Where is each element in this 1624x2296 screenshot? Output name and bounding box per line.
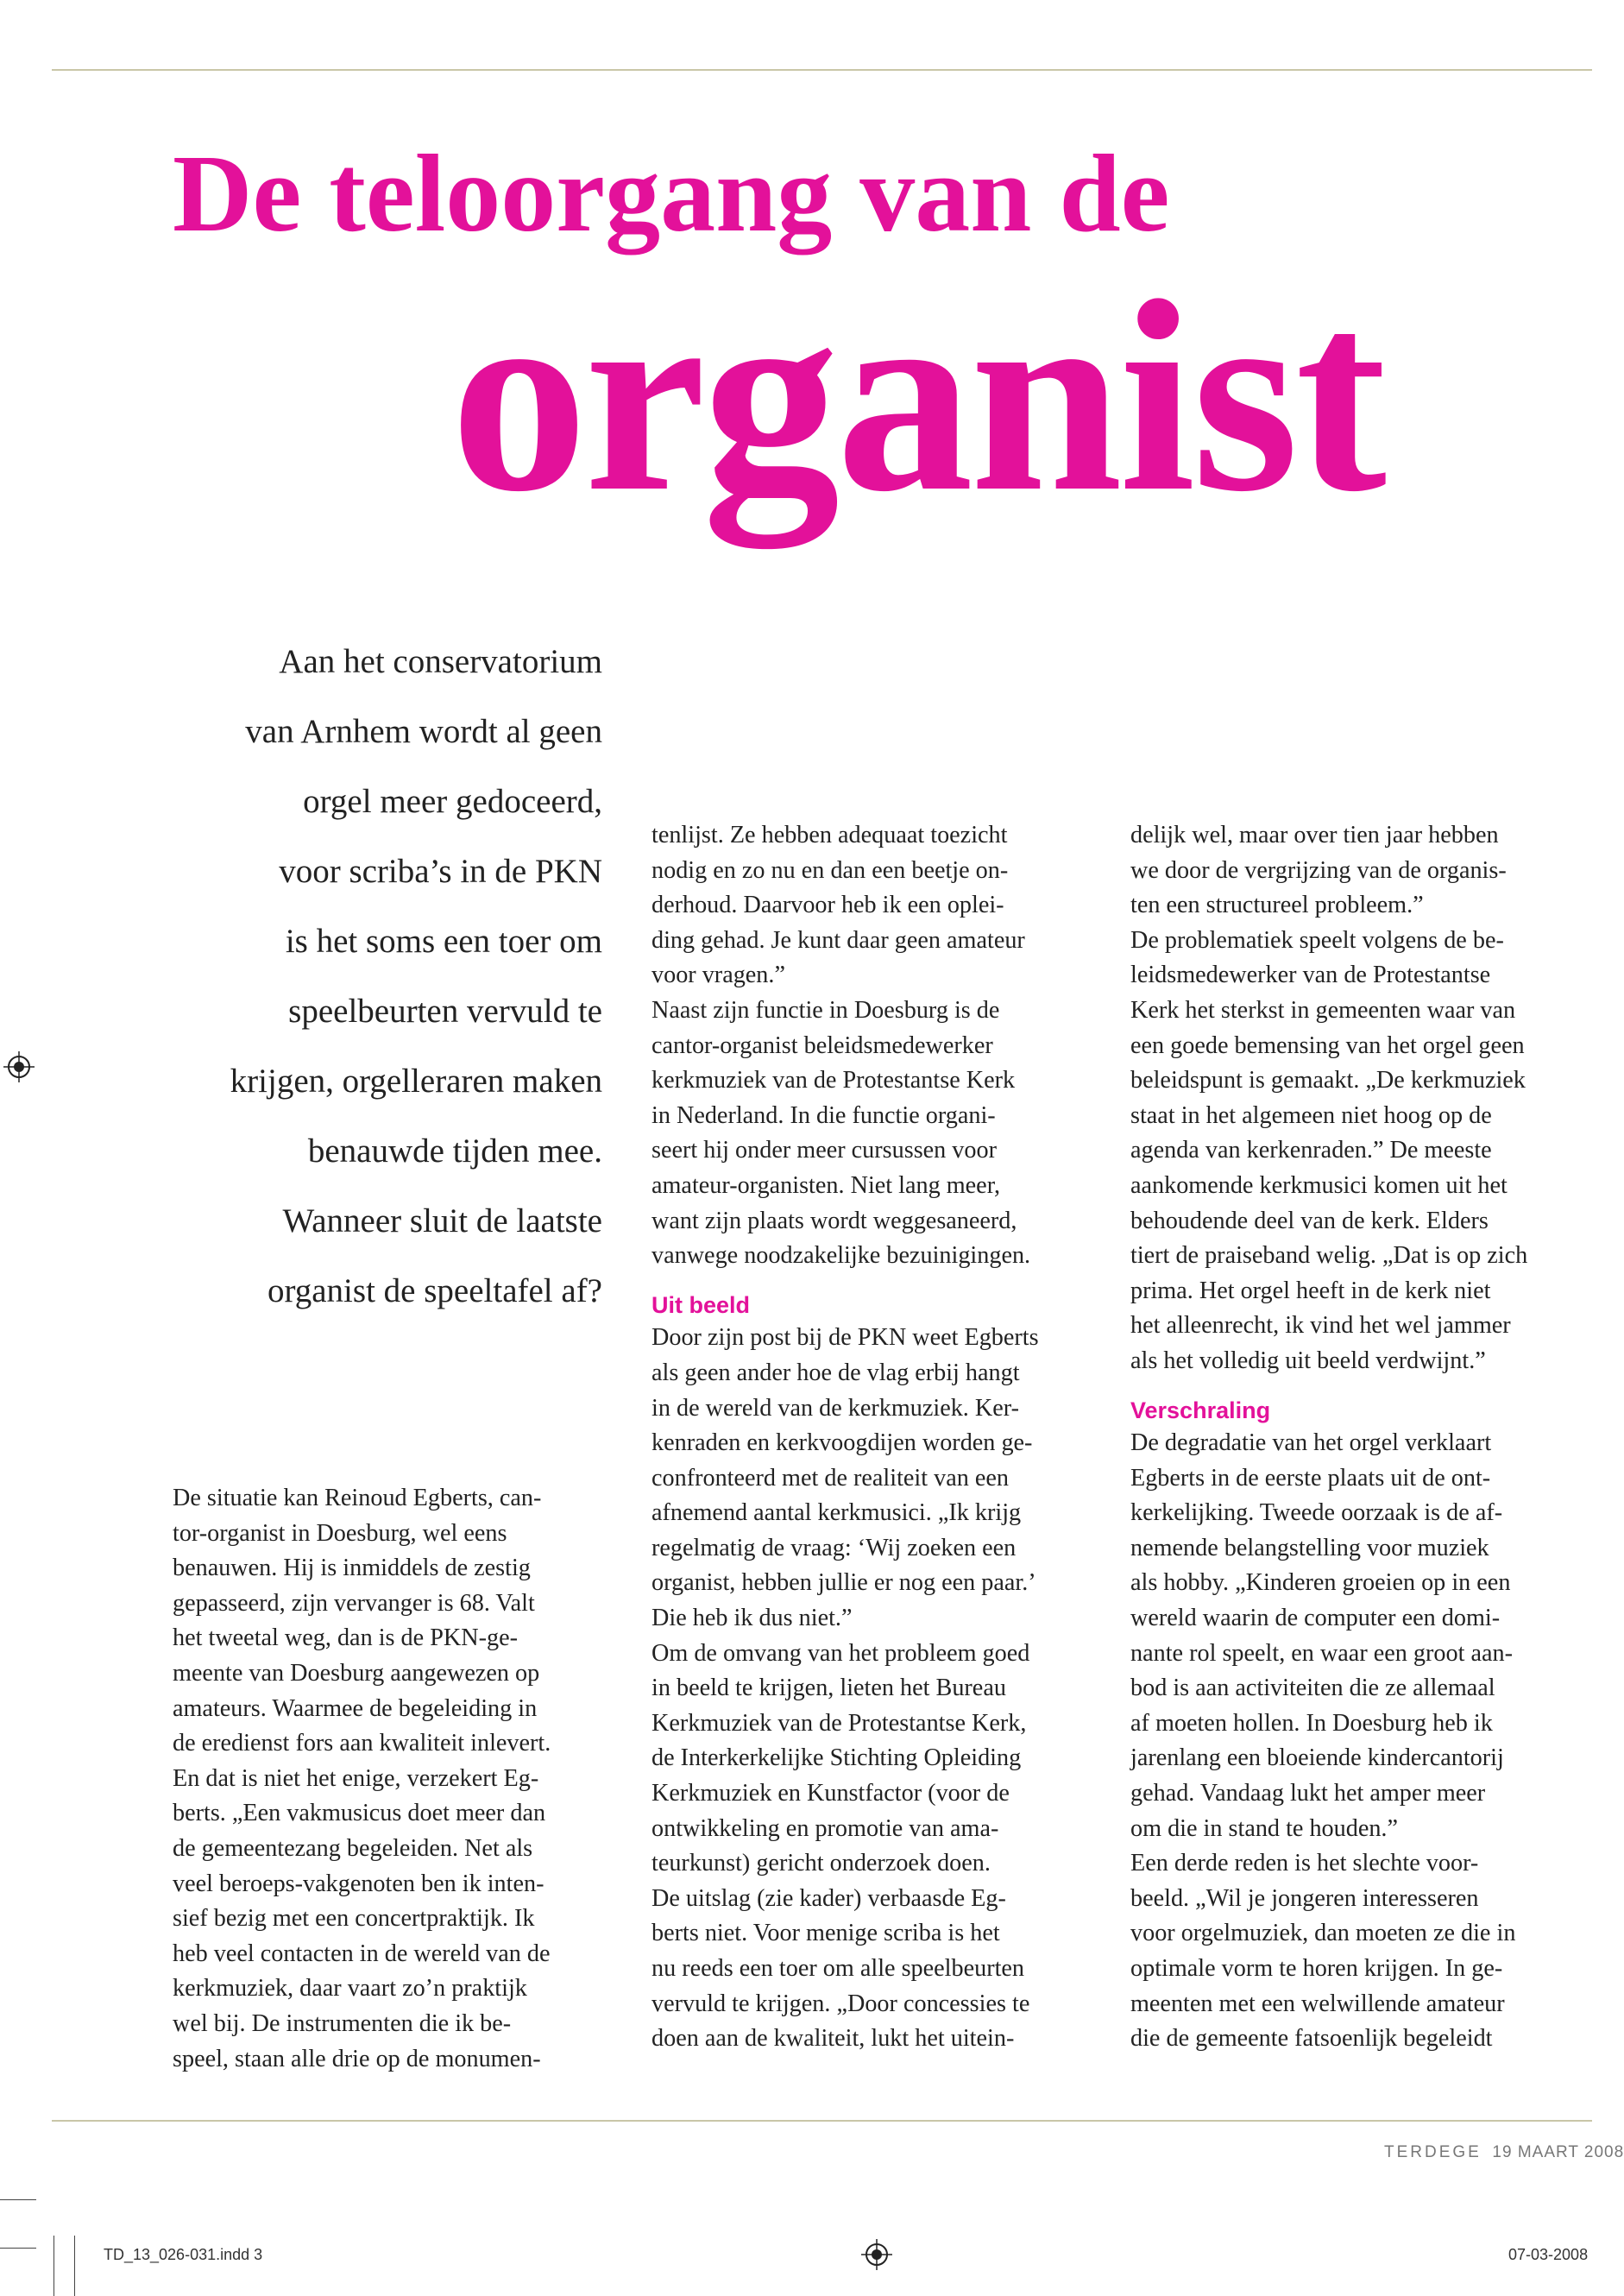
- body-line: agenda van kerkenraden.” De meeste: [1130, 1137, 1492, 1164]
- body-line: meente van Doesburg aangewezen op: [173, 1659, 540, 1687]
- body-line: Een derde reden is het slechte voor-: [1130, 1850, 1479, 1877]
- body-line: in Nederland. In die functie organi-: [651, 1101, 996, 1129]
- body-line: af moeten hollen. In Doesburg heb ik: [1130, 1709, 1493, 1737]
- body-line: benauwen. Hij is inmiddels de zestig: [173, 1555, 531, 1582]
- body-line: nodig en zo nu en dan een beetje on-: [651, 856, 1009, 884]
- body-line: Door zijn post bij de PKN weet Egberts: [651, 1324, 1039, 1352]
- top-rule: [52, 69, 1592, 71]
- column-2: [651, 818, 1100, 2057]
- body-line: tor-organist in Doesburg, wel eens: [173, 1519, 507, 1547]
- lead-line: benauwde tijden mee.: [307, 1132, 602, 1170]
- lead-line: krijgen, orgelleraren maken: [230, 1063, 602, 1100]
- body-line: amateurs. Waarmee de begeleiding in: [173, 1694, 538, 1722]
- body-line: jarenlang een bloeiende kindercantorij: [1130, 1744, 1504, 1772]
- body-line: de gemeentezang begeleiden. Net als: [173, 1834, 533, 1862]
- body-line: nemende belangstelling voor muziek: [1130, 1534, 1489, 1561]
- body-line: regelmatig de vraag: ‘Wij zoeken een: [651, 1534, 1017, 1561]
- registration-mark-bottom-icon: [861, 2239, 892, 2270]
- body-line: ontwikkeling en promotie van ama-: [651, 1814, 999, 1842]
- lead-line: Aan het conservatorium: [279, 643, 602, 680]
- body-line: Kerkmuziek en Kunstfactor (voor de: [651, 1780, 1010, 1807]
- body-line: als geen ander hoe de vlag erbij hangt: [651, 1359, 1020, 1386]
- lead-line: is het soms een toer om: [285, 923, 602, 960]
- body-line: berts. „Een vakmusicus doet meer dan: [173, 1800, 546, 1827]
- body-line: we door de vergrijzing van de organis-: [1130, 856, 1507, 884]
- body-line: het tweetal weg, dan is de PKN-ge-: [173, 1624, 518, 1652]
- headline-line-2: organist: [450, 244, 1383, 548]
- body-line: Kerkmuziek van de Protestantse Kerk,: [651, 1709, 1027, 1737]
- body-line: Egberts in de eerste plaats uit de ont-: [1130, 1464, 1491, 1492]
- slug-date: 07-03-2008: [1508, 2246, 1589, 2263]
- body-line: om die in stand te houden.”: [1130, 1814, 1398, 1842]
- body-line: vervuld te krijgen. „Door concessies te: [651, 1990, 1030, 2017]
- body-line: de eredienst fors aan kwaliteit inlevert.: [173, 1730, 551, 1757]
- body-line: kerkelijking. Tweede oorzaak is de af-: [1130, 1499, 1503, 1527]
- issue-date: 19 MAART 2008: [1492, 2143, 1624, 2161]
- body-line: De uitslag (zie kader) verbaasde Eg-: [651, 1884, 1006, 1912]
- body-line: want zijn plaats wordt weggesaneerd,: [651, 1207, 1017, 1234]
- paragraph-gap: [651, 1274, 1100, 1286]
- body-line: in de wereld van de kerkmuziek. Ker-: [651, 1394, 1019, 1422]
- body-line: berts niet. Voor menige scriba is het: [651, 1920, 1000, 1947]
- body-line: Kerk het sterkst in gemeenten waar van: [1130, 996, 1516, 1024]
- slug-filename: TD_13_026-031.indd 3: [104, 2246, 263, 2263]
- body-line: in beeld te krijgen, lieten het Bureau: [651, 1675, 1006, 1702]
- body-line: beeld. „Wil je jongeren interesseren: [1130, 1884, 1479, 1912]
- crop-mark-h-2: [0, 2248, 36, 2249]
- body-line: wereld waarin de computer een domi-: [1130, 1605, 1501, 1632]
- body-line: behoudende deel van de kerk. Elders: [1130, 1207, 1489, 1234]
- headline-line-1: De teloorgang van de: [173, 132, 1170, 255]
- body-line: kenraden en kerkvoogdijen worden ge-: [651, 1429, 1033, 1457]
- lead-line: voor scriba’s in de PKN: [279, 853, 602, 890]
- body-line: een goede bemensing van het orgel geen: [1130, 1031, 1525, 1059]
- body-line: beleidspunt is gemaakt. „De kerkmuziek: [1130, 1067, 1526, 1094]
- paragraph-gap: [1130, 1379, 1579, 1391]
- body-line: Naast zijn functie in Doesburg is de: [651, 996, 1000, 1024]
- body-line: teurkunst) gericht onderzoek doen.: [651, 1850, 991, 1877]
- body-line: gepasseerd, zijn vervanger is 68. Valt: [173, 1589, 535, 1617]
- lead-line: speelbeurten vervuld te: [288, 993, 602, 1030]
- body-line: delijk wel, maar over tien jaar hebben: [1130, 822, 1499, 848]
- body-line: De problematiek speelt volgens de be-: [1130, 926, 1504, 954]
- body-line: tenlijst. Ze hebben adequaat toezicht: [651, 822, 1008, 848]
- body-line: sief bezig met een concertpraktijk. Ik: [173, 1905, 535, 1933]
- body-line: voor vragen.”: [651, 962, 785, 989]
- body-line: seert hij onder meer cursussen voor: [651, 1137, 997, 1164]
- lead-line: van Arnhem wordt al geen: [245, 713, 602, 750]
- body-line: wel bij. De instrumenten die ik be-: [173, 2009, 512, 2037]
- body-line: vanwege noodzakelijke bezuinigingen.: [651, 1242, 1031, 1270]
- section-heading-uit-beeld: Uit beeld: [651, 1291, 751, 1318]
- body-line: meenten met een welwillende amateur: [1130, 1990, 1505, 2017]
- bottom-rule: [52, 2120, 1592, 2122]
- body-line: voor orgelmuziek, dan moeten ze die in: [1130, 1920, 1516, 1947]
- body-line: veel beroeps-vakgenoten ben ik inten-: [173, 1870, 544, 1897]
- body-line: leidsmedewerker van de Protestantse: [1130, 962, 1491, 989]
- body-line: kerkmuziek van de Protestantse Kerk: [651, 1067, 1016, 1094]
- body-line: nante rol speelt, en waar een groot aan-: [1130, 1639, 1513, 1667]
- body-line: Die heb ik dus niet.”: [651, 1605, 853, 1632]
- body-line: cantor-organist beleidsmedewerker: [651, 1031, 993, 1059]
- body-line: De situatie kan Reinoud Egberts, can-: [173, 1485, 542, 1511]
- magazine-name: TERDEGE: [1384, 2143, 1482, 2161]
- body-line: bod is aan activiteiten die ze allemaal: [1130, 1675, 1495, 1702]
- column-3: [1130, 818, 1579, 2057]
- body-line: optimale vorm te horen krijgen. In ge-: [1130, 1955, 1503, 1982]
- body-line: doen aan de kwaliteit, lukt het uitein-: [651, 2025, 1015, 2053]
- body-line: die de gemeente fatsoenlijk begeleidt: [1130, 2025, 1493, 2053]
- body-line: confronteerd met de realiteit van een: [651, 1464, 1009, 1492]
- lead-paragraph: [138, 627, 602, 1326]
- body-line: De degradatie van het orgel verklaart: [1130, 1429, 1492, 1457]
- body-line: tiert de praiseband welig. „Dat is op zich: [1130, 1242, 1528, 1270]
- body-line: het alleenrecht, ik vind het wel jammer: [1130, 1312, 1511, 1340]
- body-line: ding gehad. Je kunt daar geen amateur: [651, 926, 1025, 954]
- column-1: [173, 1481, 621, 2077]
- crop-mark-v-2: [74, 2236, 75, 2296]
- page-footer: [1384, 2143, 1624, 2162]
- body-line: organist, hebben jullie er nog een paar.’: [651, 1569, 1036, 1597]
- body-line: afnemend aantal kerkmusici. „Ik krijg: [651, 1499, 1022, 1527]
- body-line: als het volledig uit beeld verdwijnt.”: [1130, 1347, 1486, 1374]
- body-line: gehad. Vandaag lukt het amper meer: [1130, 1780, 1486, 1807]
- body-line: nu reeds een toer om alle speelbeurten: [651, 1955, 1025, 1982]
- body-line: speel, staan alle drie op de monumen-: [173, 2045, 541, 2072]
- body-line: staat in het algemeen niet hoog op de: [1130, 1101, 1492, 1129]
- body-line: de Interkerkelijke Stichting Opleiding: [651, 1744, 1022, 1772]
- body-line: amateur-organisten. Niet lang meer,: [651, 1171, 1000, 1199]
- lead-line: orgel meer gedoceerd,: [303, 783, 602, 820]
- body-line: En dat is niet het enige, verzekert Eg-: [173, 1764, 539, 1792]
- body-line: heb veel contacten in de wereld van de: [173, 1940, 551, 1967]
- registration-mark-left-icon: [3, 1051, 35, 1082]
- body-line: Om de omvang van het probleem goed: [651, 1639, 1030, 1667]
- lead-line: Wanneer sluit de laatste: [282, 1202, 602, 1239]
- body-line: aankomende kerkmusici komen uit het: [1130, 1171, 1508, 1199]
- crop-mark-h-1: [0, 2199, 36, 2200]
- body-line: derhoud. Daarvoor heb ik een oplei-: [651, 892, 1004, 919]
- body-line: ten een structureel probleem.”: [1130, 892, 1424, 919]
- section-heading-verschraling: Verschraling: [1130, 1397, 1271, 1423]
- body-line: kerkmuziek, daar vaart zo’n praktijk: [173, 1975, 527, 2003]
- body-line: als hobby. „Kinderen groeien op in een: [1130, 1569, 1511, 1597]
- body-line: prima. Het orgel heeft in de kerk niet: [1130, 1277, 1491, 1304]
- lead-line: organist de speeltafel af?: [267, 1272, 602, 1309]
